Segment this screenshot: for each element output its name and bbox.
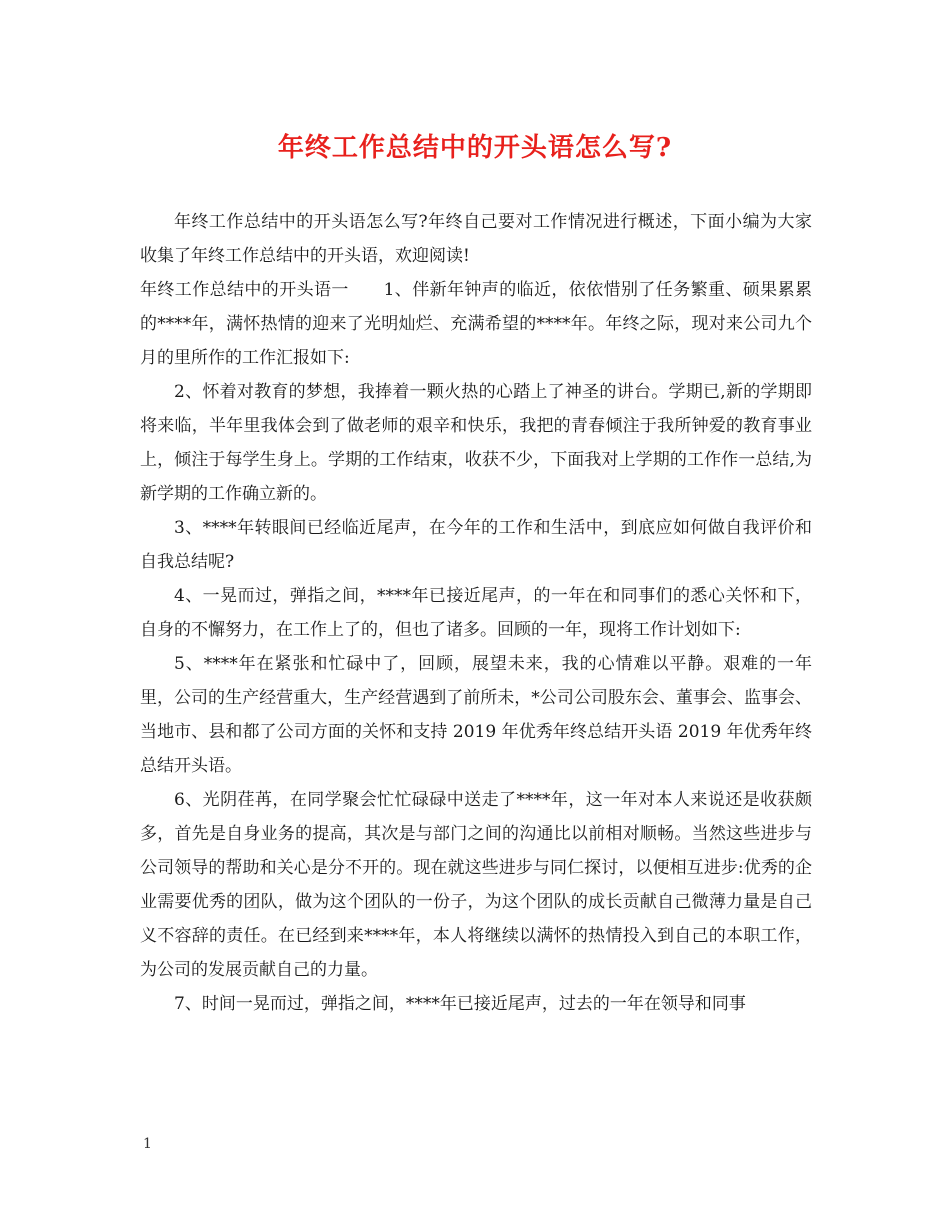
paragraph-2: 2、怀着对教育的梦想，我捧着一颗火热的心踏上了神圣的讲台。学期已,新的学期即将来临，半年里我体会到了做老师的艰辛和快乐，我把的青春倾注于我所钟爱的教育事业上，倾注于每学生身上。学期的工作结束，收获不少，下面我对上学期的工作作一总结,为新学期的工作确立新的。 bbox=[140, 382, 812, 504]
paragraph-intro: 年终工作总结中的开头语怎么写?年终自己要对工作情况进行概述，下面小编为大家收集了年终工作总结中的开头语，欢迎阅读! bbox=[140, 212, 812, 266]
document-body bbox=[140, 205, 812, 1021]
document-title: 年终工作总结中的开头语怎么写? bbox=[277, 133, 673, 163]
paragraph-1: 年终工作总结中的开头语一 1、伴新年钟声的临近，依依惜别了任务繁重、硕果累累的****年，满怀热情的迎来了光明灿烂、充满希望的****年。年终之际，现对来公司九个月的里所作的工作汇报如下: bbox=[140, 280, 812, 368]
paragraph-5: 5、****年在紧张和忙碌中了，回顾，展望未来，我的心情难以平静。艰难的一年里，公司的生产经营重大，生产经营遇到了前所未，*公司公司股东会、董事会、监事会、当地市、县和都了公司方面的关怀和支持 2019 年优秀年终总结开头语 2019 年优秀年终总结开头语。 bbox=[140, 654, 812, 776]
paragraph-6: 6、光阴荏苒，在同学聚会忙忙碌碌中送走了****年，这一年对本人来说还是收获颇多，首先是自身业务的提高，其次是与部门之间的沟通比以前相对顺畅。当然这些进步与公司领导的帮助和关心是分不开的。现在就这些进步与同仁探讨，以便相互进步:优秀的企业需要优秀的团队，做为这个团队的一份子，为这个团队的成长贡献自己微薄力量是自己义不容辞的责任。在已经到来****年，本人将继续以满怀的热情投入到自己的本职工作，为公司的发展贡献自己的力量。 bbox=[140, 790, 812, 980]
paragraph-7: 7、时间一晃而过，弹指之间，****年已接近尾声，过去的一年在领导和同事 bbox=[174, 994, 746, 1014]
page-number: 1 bbox=[143, 1136, 152, 1152]
paragraph-3: 3、****年转眼间已经临近尾声，在今年的工作和生活中，到底应如何做自我评价和自我总结呢? bbox=[140, 518, 812, 572]
paragraph-4: 4、一晃而过，弹指之间，****年已接近尾声，的一年在和同事们的悉心关怀和下，自身的不懈努力，在工作上了的，但也了诸多。回顾的一年，现将工作计划如下: bbox=[140, 586, 812, 640]
